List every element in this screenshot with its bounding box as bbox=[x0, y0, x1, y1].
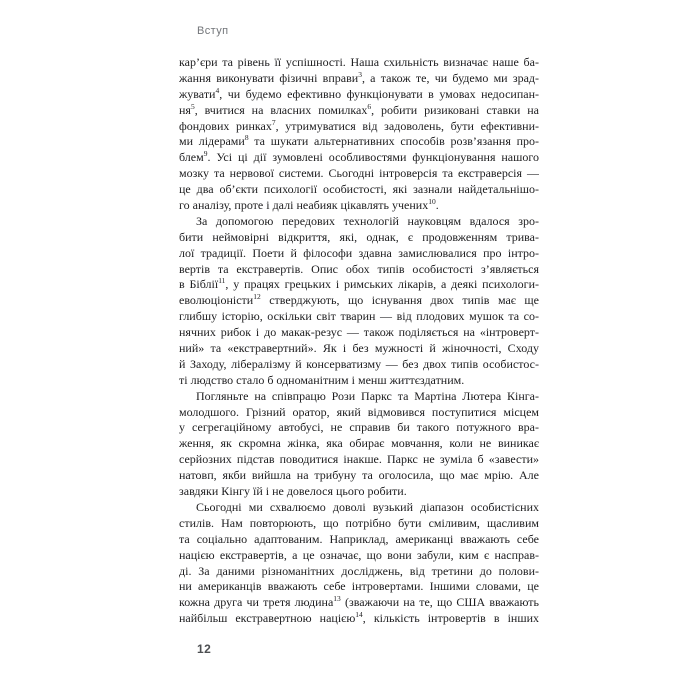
text-line: завдяки Кінгу їй і не довелося цього робити. bbox=[179, 484, 407, 499]
text-line: найбільш екстравертною нацією$^{14}$, кількість інтровертів в інших bbox=[179, 611, 539, 626]
text-line: За допомогою передових технологій науковцям вдалося зро- bbox=[196, 213, 539, 228]
text-line: ді. За даними різноманітних досліджень, від третини до полови- bbox=[179, 563, 539, 578]
footnote-reference: 8 bbox=[244, 134, 249, 143]
paragraph bbox=[179, 389, 539, 500]
text-line: Сьогодні ми схвалюємо доволі вузький діапазон особистісних bbox=[196, 499, 539, 514]
text-line: блем$^9$. Усі ці дії зумовлені особливостями функціонування нашого bbox=[179, 150, 539, 165]
text-line: го аналізу, проте і далі неабияк цікавлять учених$^{10}$. bbox=[179, 198, 439, 213]
text-line: ті людство стало б одноманітним і менш життєздатним. bbox=[179, 372, 465, 387]
text-line: глибшу історію, оскільки світ тварин — від плодових мушок та со- bbox=[179, 309, 539, 324]
text-line: ження, як скромна жінка, яка обирає мовчання, коли не виникає bbox=[179, 436, 539, 451]
paragraph bbox=[179, 500, 539, 627]
text-line: стилів. Нам повторюють, що потрібно бути сміливим, щасливим bbox=[179, 515, 539, 530]
footnote-reference: 5 bbox=[190, 102, 195, 111]
footnote-reference: 12 bbox=[253, 293, 261, 302]
text-line: жання виконувати фізичні вправи$^3$, а також те, чи будемо ми зрад- bbox=[179, 70, 539, 85]
footnote-reference: 6 bbox=[367, 102, 372, 111]
text-line: Погляньте на співпрацю Рози Паркс та Мартіна Лютера Кінга- bbox=[196, 388, 539, 403]
text-line: фондових ринках$^7$, утримуватися від задоволень, бути ефективни- bbox=[179, 118, 539, 133]
text-line: молодшого. Грізний оратор, який відмовився поступитися місцем bbox=[179, 404, 539, 419]
footnote-reference: 11 bbox=[218, 277, 226, 286]
text-line: та соціально адаптованим. Наприклад, американці вважають себе bbox=[179, 531, 539, 546]
text-line: натовп, якби вийшла на трибуну та оголосила, що має мрію. Але bbox=[179, 468, 539, 483]
text-line: це два об’єкти психології особистості, які зазнали найдетальнішо- bbox=[179, 182, 539, 197]
text-line: еволюціоністи$^{12}$ стверджують, що існування двох типів має ще bbox=[179, 293, 539, 308]
footnote-reference: 3 bbox=[358, 70, 362, 79]
page-number-label: 12 bbox=[197, 642, 212, 656]
text-line: в Біблії$^{11}$, у працях грецьких і римських лікарів, а деякі психологи- bbox=[179, 277, 539, 292]
text-line: нячних рибок і до макак-резус — також поділяється на «інтроверт- bbox=[179, 325, 539, 340]
text-line: вертів та екстравертів. Опис обох типів особистості з’являється bbox=[179, 261, 539, 276]
text-line: мозку та нервової системи. Сьогодні інтроверсія та екстраверсія — bbox=[179, 166, 539, 181]
running-header: Вступ bbox=[197, 25, 229, 37]
text-line: у сегрегаційному автобусі, не справив би такого потужного вра- bbox=[179, 420, 539, 435]
footnote-reference: 14 bbox=[355, 611, 363, 620]
paragraph bbox=[179, 55, 539, 214]
text-line: жувати$^4$, чи будемо ефективно функціонувати в умовах недосипан- bbox=[179, 86, 539, 101]
footnote-reference: 13 bbox=[333, 595, 341, 604]
text-line: кар’єри та рівень її успішності. Наша схильність визначає наше ба- bbox=[179, 55, 539, 69]
text-line: бити неймовірні відкриття, які, однак, є продовженням трива- bbox=[179, 229, 539, 244]
text-line: ний» та «екстравертний». Як і без мужності й жіночності, Сходу bbox=[179, 341, 539, 356]
text-line: й Заходу, лібералізму й консерватизму — без двох типів особистос- bbox=[179, 356, 539, 371]
text-line: ня$^5$, вчитися на власних помилках$^6$, робити ризиковані ставки на bbox=[179, 102, 539, 117]
text-line: ни американців вважають себе інтровертами. Іншими словами, це bbox=[179, 579, 539, 594]
paragraph bbox=[179, 214, 539, 389]
text-line: серйозних підстав поводитися інакше. Паркс не зуміла б «завести» bbox=[179, 452, 539, 467]
text-line: ми лідерами$^8$ та шукати альтернативних способів розв’язання про- bbox=[179, 134, 539, 149]
footnote-reference: 7 bbox=[271, 118, 276, 127]
text-line: нацією екстравертів, а це означає, що вони забули, ким є насправ- bbox=[179, 547, 539, 562]
page-text bbox=[179, 55, 539, 627]
text-line: лої традиції. Поети й філософи здавна замислювалися про інтро- bbox=[179, 245, 539, 260]
footnote-reference: 10 bbox=[428, 198, 436, 207]
footnote-reference: 9 bbox=[203, 150, 208, 159]
text-line: кожна друга чи третя людина$^{13}$ (зважаючи на те, що США вважають bbox=[179, 595, 539, 610]
footnote-reference: 4 bbox=[215, 86, 220, 95]
